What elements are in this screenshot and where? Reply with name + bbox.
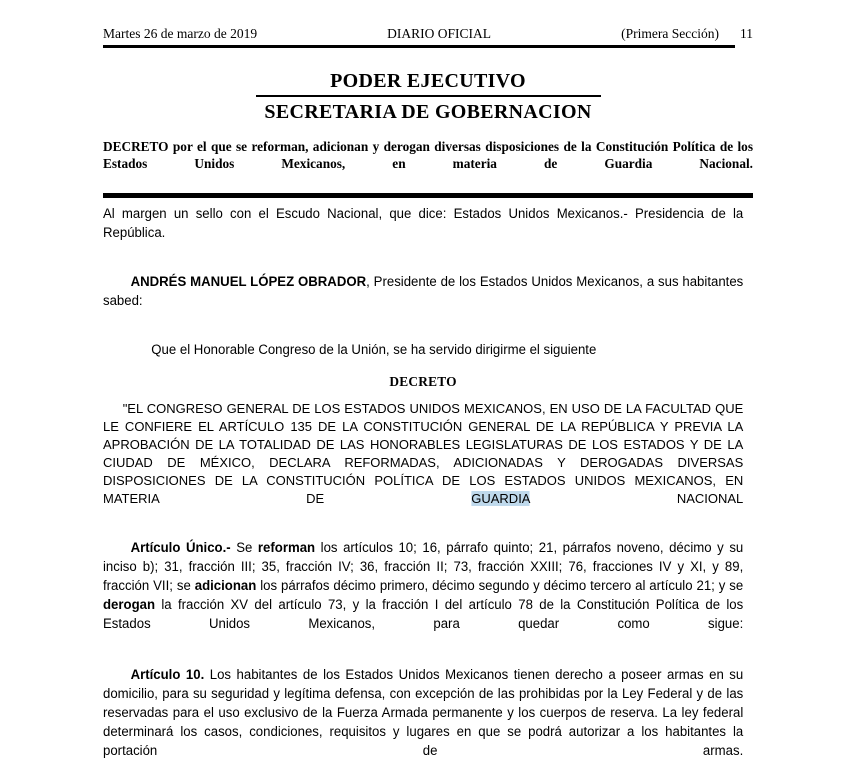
paragraph-margen: Al margen un sello con el Escudo Nacional, que dice: Estados Unidos Mexicanos.- Presidencia de la República. — [103, 206, 744, 240]
decreto-heading: DECRETO — [389, 374, 457, 389]
paragraph-articulo-unico — [103, 538, 743, 652]
document-body — [103, 204, 743, 779]
masthead-poder-ejecutivo: PODER EJECUTIVO — [330, 70, 526, 92]
paragraph-congress-intro: Que el Honorable Congreso de la Unión, se ha servido dirigirme el siguiente — [151, 342, 597, 357]
text-column — [103, 0, 753, 779]
running-head-page-number: 11 — [740, 26, 753, 41]
unico-bold-derogan: derogan — [103, 597, 156, 612]
masthead-secretaria: SECRETARIA DE GOBERNACION — [264, 101, 592, 123]
caps-text-part2: NACIONAL — [529, 491, 744, 506]
caps-text-part1: "EL CONGRESO GENERAL DE LOS ESTADOS UNIDOS MEXICANOS, EN USO DE LA FACULTAD QUE LE CONFIERE EL ARTÍCULO 135 DE LA CONSTITUCIÓN GENERAL DE LA REPÚBLICA Y PREVIA LA APROBACIÓN DE LA TOTALIDAD DE LAS HONORABLES LEGISLATURAS DE LOS ESTADOS Y DE LA CIUDAD DE MÉXICO, DECLARA REFORMADAS, ADICIONADAS Y DEROGADAS DIVERSAS DISPOSICIONES DE LA CONSTITUCIÓN POLÍTICA DE LOS ESTADOS UNIDOS MEXICANOS, EN MATERIA DE — [103, 401, 744, 506]
unico-text-e: los párrafos décimo primero, décimo segundo y décimo tercero al artículo 21; y se — [256, 578, 744, 593]
masthead — [103, 69, 753, 125]
running-head-title: DIARIO OFICIAL — [387, 26, 492, 41]
articulo-10-rest: Los habitantes de los Estados Unidos Mexicanos tienen derecho a poseer armas en su domicilio, para su seguridad y legítima defensa, con excepción de las prohibidas por la Ley Federal y de las reservadas para el uso exclusivo de la Fuerza Armada permanente y los cuerpos de reserva. La ley federal determinará los casos, condiciones, requisitos y lugares en que se podrá autorizar a los habitantes la portación de armas. — [103, 667, 744, 758]
unico-text-a: Se — [230, 540, 258, 555]
paragraph-congress-declaration — [103, 400, 743, 526]
header-rule — [103, 45, 735, 48]
articulo-unico-lead: Artículo Único.- — [130, 540, 231, 555]
decree-subtitle — [103, 138, 753, 189]
running-head — [103, 0, 753, 42]
running-head-section: (Primera Sección) — [621, 26, 719, 41]
president-rest: , Presidente de los Estados Unidos Mexicanos, a sus habitantes sabed: — [103, 274, 744, 308]
paragraph-president — [103, 272, 743, 329]
decree-subtitle-lead: DECRETO — [103, 139, 169, 154]
search-highlight-guardia: GUARDIA — [471, 491, 530, 506]
unico-text-g: la fracción XV del artículo 73, y la fracción I del artículo 78 de la Constitución Política de los Estados Unidos Mexicanos, para quedar como sigue: — [103, 597, 744, 631]
articulo-10-lead: Artículo 10. — [130, 667, 205, 682]
paragraph-articulo-10 — [103, 665, 743, 779]
decree-subtitle-rest: por el que se reforman, adicionan y derogan diversas disposiciones de la Constitución Política de los Estados Unidos Mexicanos, en materia de Guardia Nacional. — [103, 139, 753, 171]
unico-bold-adicionan: adicionan — [194, 578, 257, 593]
unico-bold-reforman: reforman — [257, 540, 316, 555]
running-head-date: Martes 26 de marzo de 2019 — [103, 26, 258, 41]
subtitle-rule — [103, 193, 753, 198]
president-name: ANDRÉS MANUEL LÓPEZ OBRADOR — [130, 274, 367, 289]
unico-text-c: los artículos 10; 16, párrafo quinto; 21, párrafos noveno, décimo y su inciso b); 31, fracción III; 35, fracción IV; 36, fracción II; 73, fracción XXIII; 76, fracciones IV y XI, y 89, fracción VII; se — [103, 540, 744, 593]
masthead-rule — [256, 95, 601, 97]
